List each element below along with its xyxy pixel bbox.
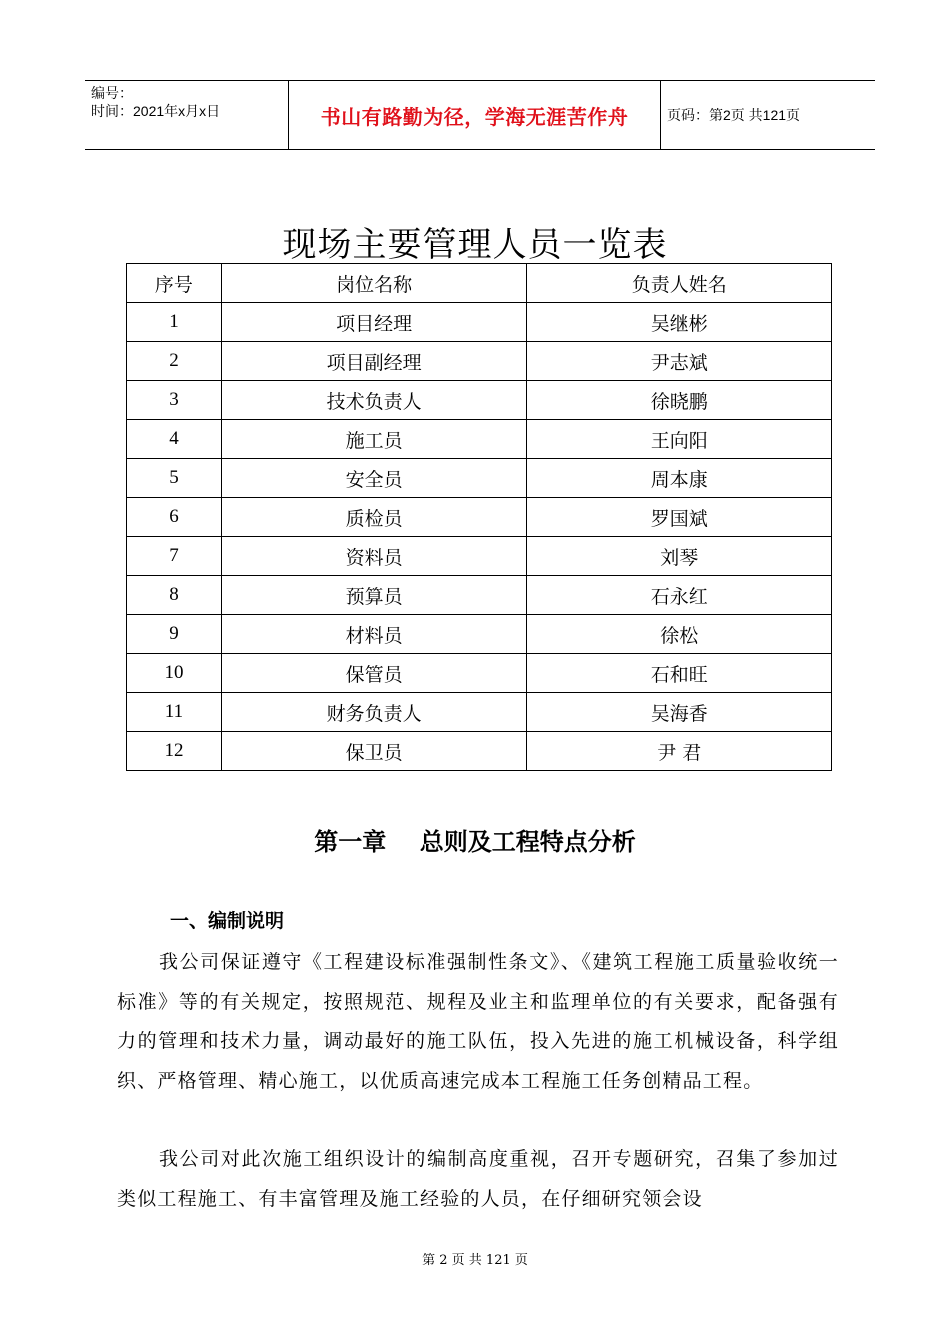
cell-position: 项目经理 [221, 303, 527, 342]
cell-position: 保卫员 [221, 732, 527, 771]
cell-index: 4 [127, 420, 222, 459]
cell-person: 罗国斌 [527, 498, 832, 537]
table-row [127, 732, 832, 771]
cell-person: 徐晓鹏 [527, 381, 832, 420]
cell-person: 王向阳 [527, 420, 832, 459]
column-header-index: 序号 [127, 264, 222, 303]
section-heading: 一、编制说明 [170, 910, 285, 932]
cell-index: 12 [127, 732, 222, 771]
cell-position: 财务负责人 [221, 693, 527, 732]
cell-person: 徐松 [527, 615, 832, 654]
cell-position: 保管员 [221, 654, 527, 693]
header-motto-cell [288, 81, 661, 149]
cell-index: 11 [127, 693, 222, 732]
table-row [127, 420, 832, 459]
table-body [127, 303, 832, 771]
cell-index: 9 [127, 615, 222, 654]
page-title: 现场主要管理人员一览表 [282, 225, 668, 265]
page-header [85, 80, 875, 150]
table-row [127, 654, 832, 693]
cell-index: 7 [127, 537, 222, 576]
header-meta [85, 81, 288, 149]
cell-position: 预算员 [221, 576, 527, 615]
header-page-info: 页码：第2页 共121页 [667, 107, 801, 123]
cell-position: 资料员 [221, 537, 527, 576]
table-header-row [127, 264, 832, 303]
cell-index: 8 [127, 576, 222, 615]
body-paragraph: 我公司保证遵守《工程建设标准强制性条文》、《建筑工程施工质量验收统一标准》等的有关规定，按照规范、规程及业主和监理单位的有关要求，配备强有力的管理和技术力量，调动最好的施工队伍，投入先进的施工机械设备，科学组织、严格管理、精心施工，以优质高速完成本工程施工任务创精品工程。 [117, 951, 839, 1092]
page-footer: 第 2 页 共 121 页 [422, 1253, 528, 1268]
number-label: 编号： [91, 85, 133, 101]
cell-index: 10 [127, 654, 222, 693]
column-header-person: 负责人姓名 [527, 264, 832, 303]
table-row [127, 342, 832, 381]
table-row [127, 381, 832, 420]
cell-position: 项目副经理 [221, 342, 527, 381]
body-paragraph: 我公司对此次施工组织设计的编制高度重视，召开专题研究，召集了参加过类似工程施工、有丰富管理及施工经验的人员，在仔细研究领会设 [117, 1148, 839, 1210]
cell-person: 吴继彬 [527, 303, 832, 342]
table-row [127, 459, 832, 498]
cell-position: 安全员 [221, 459, 527, 498]
time-label: 时间：2021年x月x日 [91, 103, 221, 119]
table-row [127, 537, 832, 576]
table-row [127, 303, 832, 342]
chapter-heading: 第一章 总则及工程特点分析 [314, 827, 636, 856]
cell-person: 刘琴 [527, 537, 832, 576]
cell-person: 石永红 [527, 576, 832, 615]
cell-position: 施工员 [221, 420, 527, 459]
cell-person: 尹 君 [527, 732, 832, 771]
cell-position: 材料员 [221, 615, 527, 654]
header-motto: 书山有路勤为径，学海无涯苦作舟 [320, 104, 629, 129]
staff-table [126, 263, 832, 771]
table-row [127, 498, 832, 537]
cell-index: 6 [127, 498, 222, 537]
column-header-position: 岗位名称 [221, 264, 527, 303]
cell-index: 1 [127, 303, 222, 342]
cell-index: 5 [127, 459, 222, 498]
table-row [127, 576, 832, 615]
cell-index: 2 [127, 342, 222, 381]
cell-index: 3 [127, 381, 222, 420]
cell-person: 周本康 [527, 459, 832, 498]
cell-person: 吴海香 [527, 693, 832, 732]
cell-person: 石和旺 [527, 654, 832, 693]
cell-position: 质检员 [221, 498, 527, 537]
table-row [127, 693, 832, 732]
cell-person: 尹志斌 [527, 342, 832, 381]
cell-position: 技术负责人 [221, 381, 527, 420]
table-row [127, 615, 832, 654]
